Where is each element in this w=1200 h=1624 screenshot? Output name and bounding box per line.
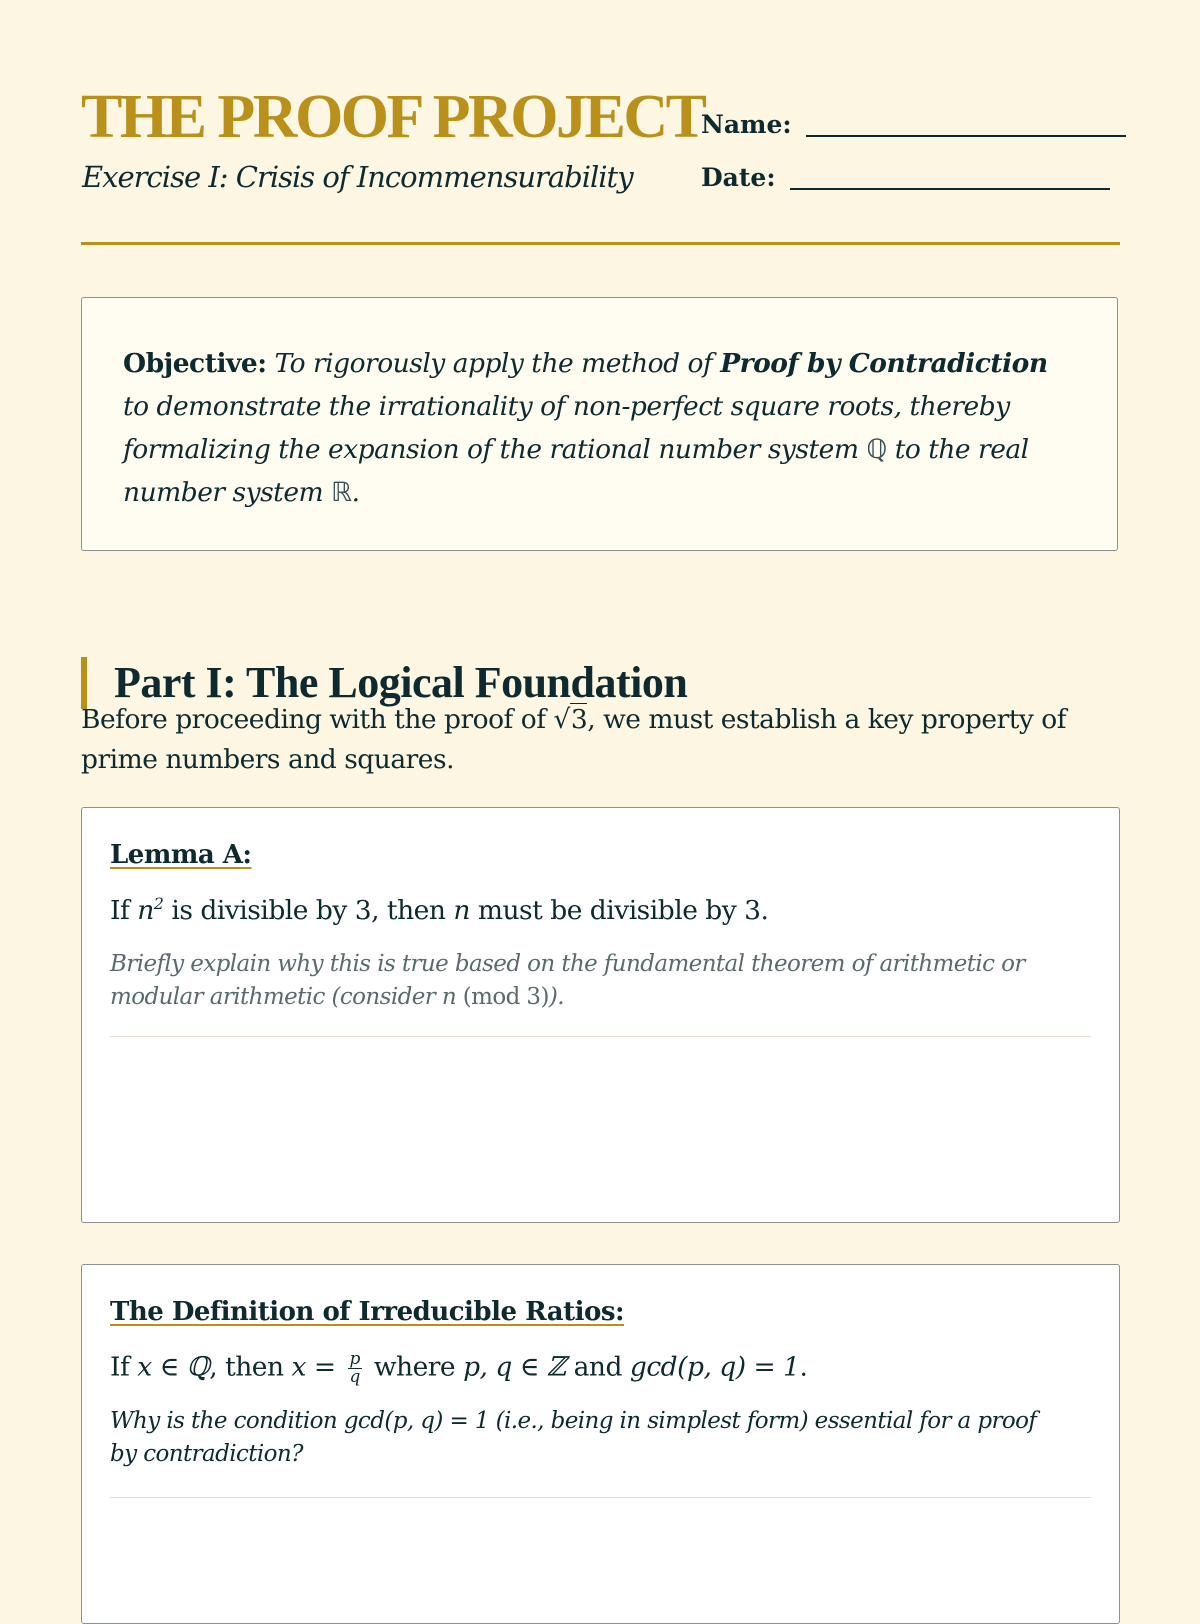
definition-answer-area[interactable] xyxy=(110,1497,1091,1498)
lemma-statement xyxy=(110,894,768,926)
definition-prompt-1: Why is the condition xyxy=(110,1408,338,1434)
lemma-card xyxy=(81,807,1120,1223)
objective-text-end: . xyxy=(351,477,360,508)
definition-title: The Definition of Irreducible Ratios: xyxy=(110,1297,625,1327)
intro-text-2: , we must establish a key property of prime numbers and squares. xyxy=(81,704,1067,775)
lemma-var-n2: $n^2$ xyxy=(137,894,164,926)
definition-statement-2: , then xyxy=(209,1351,284,1383)
lemma-prompt-mod: (mod 3) xyxy=(462,984,549,1010)
lemma-answer-area[interactable] xyxy=(110,1036,1091,1037)
definition-gcd: gcd(p, q) = 1 xyxy=(629,1351,800,1383)
name-blank-line[interactable] xyxy=(806,134,1126,137)
worksheet-title: THE PROOF PROJECT xyxy=(81,83,705,151)
definition-card xyxy=(81,1264,1120,1624)
definition-prompt-gcd: gcd(p, q) = 1 xyxy=(343,1408,489,1434)
lemma-statement-3: must be divisible by 3. xyxy=(477,894,769,926)
objective-emphasis: Proof by Contradiction xyxy=(720,348,1048,379)
lemma-prompt xyxy=(110,948,1050,1014)
definition-statement-1: If xyxy=(110,1351,130,1383)
name-label: Name: xyxy=(701,110,792,139)
date-row xyxy=(701,163,1110,192)
lemma-title: Lemma A: xyxy=(110,840,252,870)
lemma-statement-2: is divisible by 3, then xyxy=(171,894,446,926)
lemma-prompt-1: Briefly explain why this is true based on the fundamental theorem of arithmetic or modular arithmetic (consider xyxy=(110,951,1025,1010)
sqrt-symbol: √ xyxy=(553,704,570,735)
lemma-prompt-end: ). xyxy=(548,984,564,1010)
real-numbers-symbol: ℝ xyxy=(331,477,352,508)
rational-numbers-symbol: ℚ xyxy=(866,434,887,465)
definition-prompt xyxy=(110,1405,1050,1471)
definition-statement xyxy=(110,1351,807,1386)
objective-text-2: to demonstrate the irrationality of non-perfect square roots, thereby formalizing the expansion of the rational number system xyxy=(123,391,1010,465)
date-blank-line[interactable] xyxy=(790,187,1110,190)
date-label: Date: xyxy=(701,163,776,192)
fraction-p-over-q: $\frac{p}{q}$ xyxy=(349,1349,360,1387)
definition-statement-4: and xyxy=(573,1351,622,1383)
lemma-statement-1: If xyxy=(110,894,130,926)
lemma-prompt-n: n xyxy=(441,984,457,1010)
definition-statement-end: . xyxy=(799,1351,808,1383)
intro-text-1: Before proceeding with the proof of xyxy=(81,704,546,735)
worksheet-header xyxy=(81,80,1120,245)
definition-statement-3: where xyxy=(373,1351,456,1383)
sqrt-radicand: 3 xyxy=(570,704,588,735)
name-row xyxy=(701,110,1126,139)
objective-label: Objective: xyxy=(123,348,267,379)
objective-text-1: To rigorously apply the method of xyxy=(274,348,713,379)
part-heading: Part I: The Logical Foundation xyxy=(81,657,687,709)
part-intro xyxy=(81,700,1141,780)
definition-x-eq: x = xyxy=(291,1351,336,1383)
sqrt-expression xyxy=(553,703,587,735)
objective-box xyxy=(81,297,1118,551)
definition-x-in-q: x ∈ ℚ xyxy=(137,1351,210,1383)
lemma-var-n: n xyxy=(453,894,470,926)
exercise-subtitle: Exercise I: Crisis of Incommensurability xyxy=(82,160,633,194)
definition-pq-in-z: p, q ∈ ℤ xyxy=(463,1351,566,1383)
definition-prompt-2: (i.e., being in simplest form) essential for a proof by contradiction? xyxy=(110,1408,1037,1467)
objective-text-3: to the real number system xyxy=(123,434,1029,508)
